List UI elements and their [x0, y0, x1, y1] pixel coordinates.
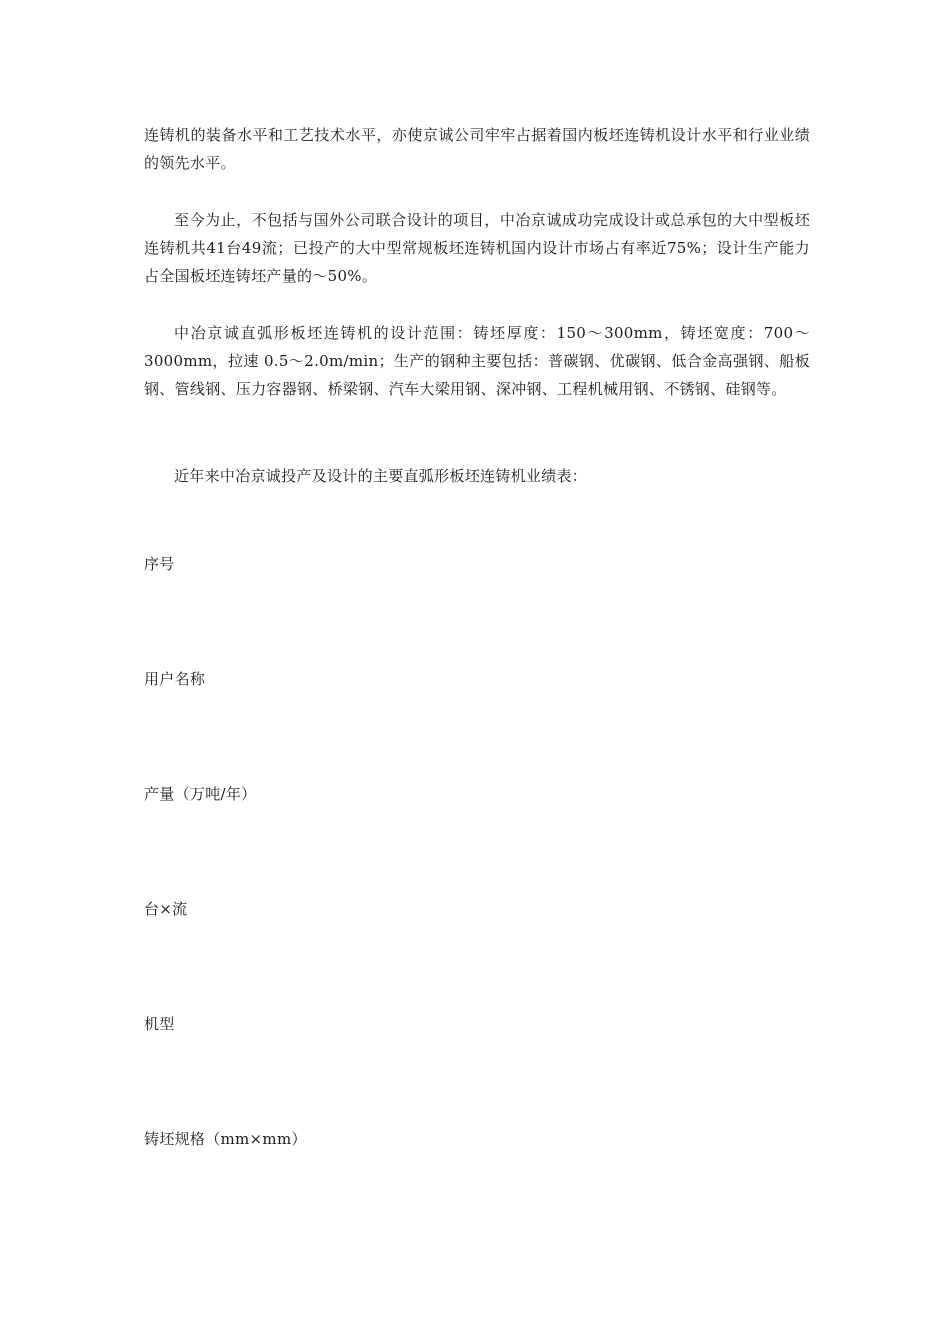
table-header-machine-strand: 台×流 — [144, 900, 188, 918]
paragraph-market-share: 至今为止，不包括与国外公司联合设计的项目，中冶京诚成功完成设计或总承包的大中型板坯连铸机共41台49流；已投产的大中型常规板坯连铸机国内设计市场占有率近75%；设计生产能力占全国板坯连铸坯产量的～50%。 — [144, 211, 810, 285]
table-header-machine-type: 机型 — [144, 1015, 175, 1033]
table-header-output: 产量（万吨/年） — [144, 785, 257, 803]
paragraph-table-intro: 近年来中冶京诚投产及设计的主要直弧形板坯连铸机业绩表： — [174, 467, 588, 485]
table-header-serial-number: 序号 — [144, 555, 175, 573]
paragraph-equipment-level: 连铸机的装备水平和工艺技术水平，亦使京诚公司牢牢占据着国内板坯连铸机设计水平和行业业绩的领先水平。 — [144, 126, 810, 172]
paragraph-design-range: 中冶京诚直弧形板坯连铸机的设计范围：铸坯厚度：150～300mm，铸坯宽度：700～3000mm，拉速 0.5～2.0m/min；生产的钢种主要包括：普碳钢、优碳钢、低合金高强钢、船板钢、管线钢、压力容器钢、桥梁钢、汽车大梁用钢、深冲钢、工程机械用钢、不锈钢、硅钢等。 — [144, 324, 810, 398]
table-header-user-name: 用户名称 — [144, 670, 206, 688]
table-header-slab-size: 铸坯规格（mm×mm） — [144, 1130, 307, 1148]
